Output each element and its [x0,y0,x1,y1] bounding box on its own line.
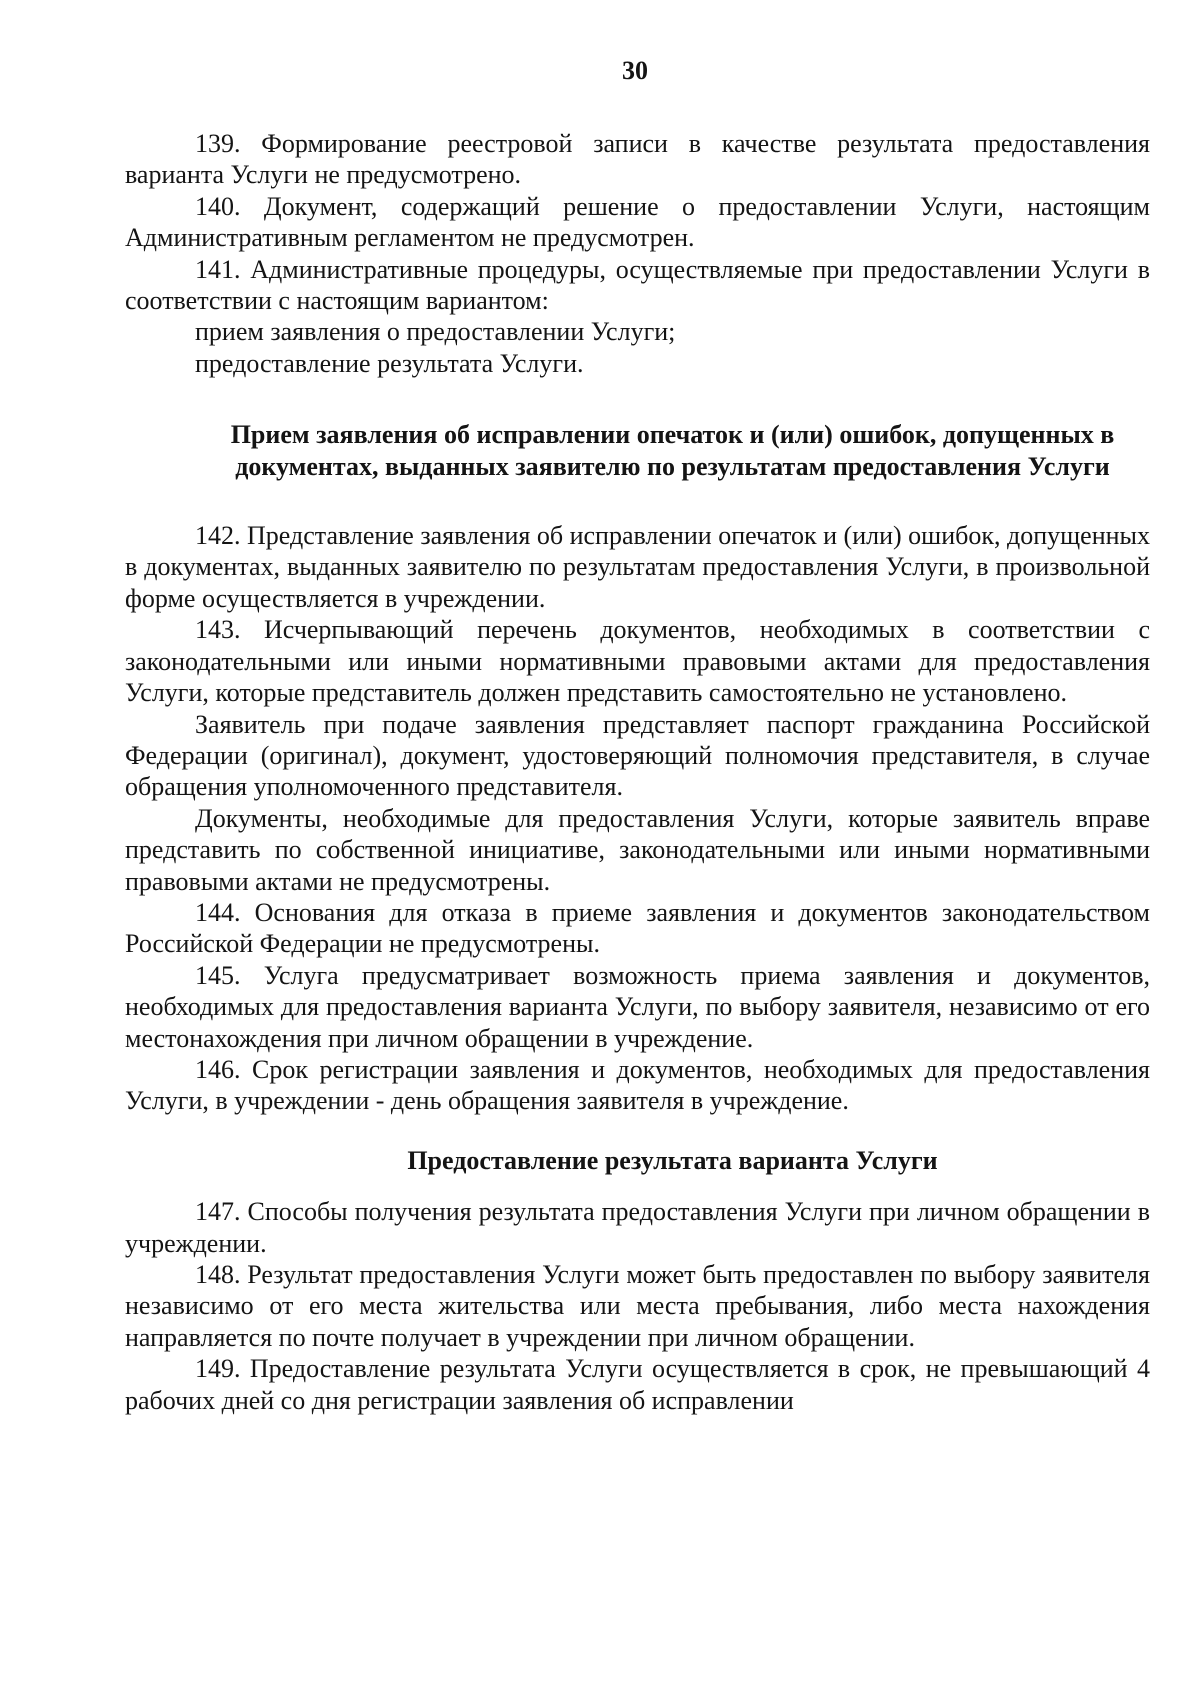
section-heading-result: Предоставление результата варианта Услуги [407,1145,938,1175]
paragraph-140: 140. Документ, содержащий решение о предоставлении Услуги, настоящим Административным регламентом не предусмотрен. [125,191,1150,253]
page-number: 30 [622,56,648,85]
paragraph-141: 141. Административные процедуры, осуществляемые при предоставлении Услуги в соответствии с настоящим вариантом: [125,254,1150,316]
document-body [125,128,1150,1416]
paragraph-143: 143. Исчерпывающий перечень документов, необходимых в соответствии с законодательными или иными нормативными правовыми актами для предоставления Услуги, которые представитель должен представить самостоятельно не установлено. [125,615,1150,708]
paragraph-139: 139. Формирование реестровой записи в качестве результата предоставления варианта Услуги не предусмотрено. [125,129,1150,190]
paragraph-145: 145. Услуга предусматривает возможность приема заявления и документов, необходимых для предоставления варианта Услуги, по выбору заявителя, независимо от его местонахождения при личном обращении в учреждение. [125,960,1150,1053]
paragraph-146: 146. Срок регистрации заявления и документов, необходимых для предоставления Услуги, в учреждении - день обращения заявителя в учреждение. [125,1054,1150,1116]
section-heading-application: Прием заявления об исправлении опечаток и (или) ошибок, допущенных в документах, выданных заявителю по результатам предоставления Услуги [230,420,1115,481]
paragraph-142: 142. Представление заявления об исправлении опечаток и (или) ошибок, допущенных в документах, выданных заявителю по результатам предоставления Услуги, в произвольной форме осуществляется в учреждении. [125,521,1150,613]
list-item: предоставление результата Услуги. [195,348,584,378]
paragraph-144: 144. Основания для отказа в приеме заявления и документов законодательством Российской Федерации не предусмотрены. [125,897,1150,959]
paragraph-documents-initiative: Документы, необходимые для предоставления Услуги, которые заявитель вправе представить по собственной инициативе, законодательными или иными нормативными правовыми актами не предусмотрены. [125,803,1150,896]
paragraph-149: 149. Предоставление результата Услуги осуществляется в срок, не превышающий 4 рабочих дней со дня регистрации заявления об исправлении [125,1354,1150,1415]
list-item: прием заявления о предоставлении Услуги; [195,317,676,347]
paragraph-147: 147. Способы получения результата предоставления Услуги при личном обращении в учреждении. [125,1197,1150,1258]
paragraph-applicant-passport: Заявитель при подаче заявления представляет паспорт гражданина Российской Федерации (оригинал), документ, удостоверяющий полномочия представителя, в случае обращения уполномоченного представителя. [125,709,1150,802]
paragraph-148: 148. Результат предоставления Услуги может быть предоставлен по выбору заявителя независимо от его места жительства или места пребывания, либо места нахождения направляется по почте получает в учреждении при личном обращении. [125,1260,1150,1352]
